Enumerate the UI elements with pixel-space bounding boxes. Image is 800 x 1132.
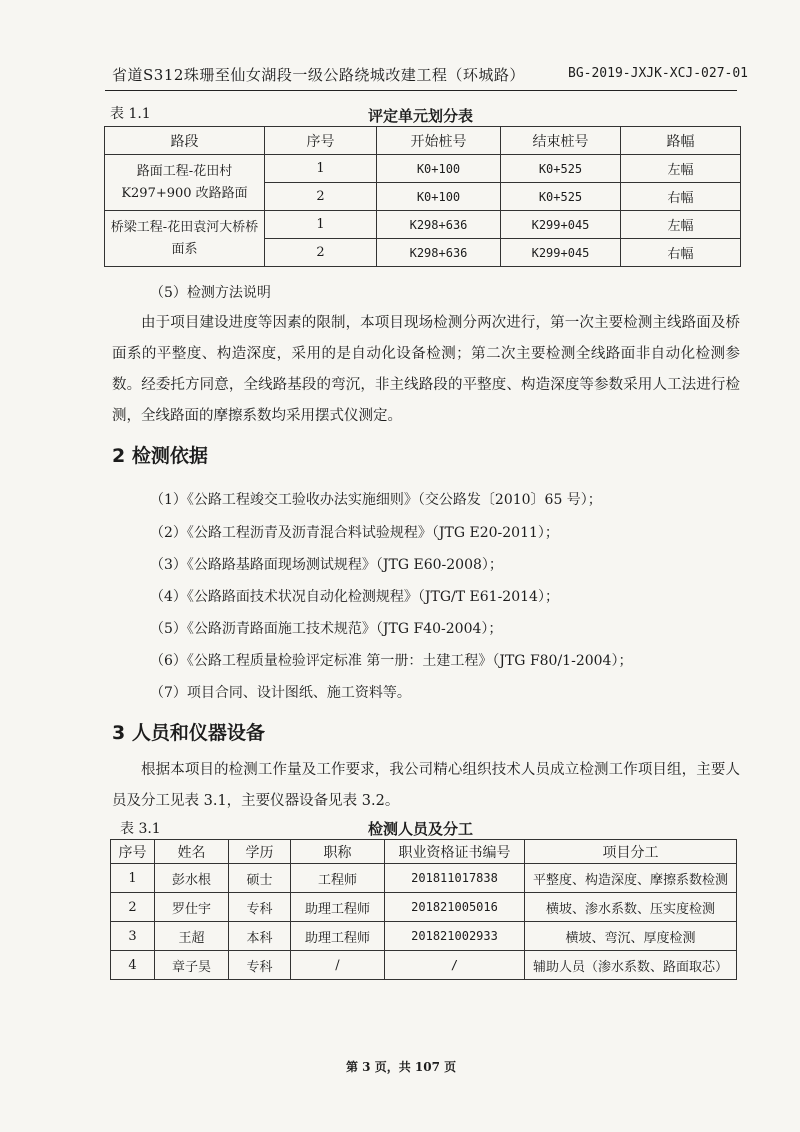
name-cell: 罗仕宇: [155, 893, 229, 922]
certificate-number-cell: /: [385, 951, 525, 980]
section3-paragraph: 根据本项目的检测工作量及工作要求，我公司精心组织技术人员成立检测工作项目组，主要人员及分工见表 3.1，主要仪器设备见表 3.2。: [112, 762, 740, 809]
header-report-code: BG-2019-JXJK-XCJ-027-01: [568, 66, 749, 81]
name-cell: 王超: [155, 922, 229, 951]
education-cell: 专科: [229, 893, 291, 922]
table3-header-cell: 姓名: [155, 840, 229, 864]
education-cell: 本科: [229, 922, 291, 951]
reference-item: （7）项目合同、设计图纸、施工资料等。: [150, 685, 411, 701]
table3-header-cell: 学历: [229, 840, 291, 864]
row-number-cell: 2: [111, 893, 155, 922]
reference-item: （1）《公路工程竣交工验收办法实施细则》（交公路发〔2010〕65 号）；: [150, 492, 602, 508]
table1-header-cell: 开始桩号: [377, 127, 501, 155]
job-title-cell: /: [291, 951, 385, 980]
job-title-cell: 助理工程师: [291, 893, 385, 922]
table1-header-row: [105, 127, 741, 155]
name-cell: 彭水根: [155, 864, 229, 893]
segment-cell: 桥梁工程-花田袁河大桥桥面系: [105, 211, 265, 267]
table1-header-cell: 路幅: [621, 127, 741, 155]
table3-title: 检测人员及分工: [368, 820, 474, 838]
start-station-cell: K298+636: [377, 211, 501, 239]
table-row: [105, 155, 741, 183]
start-station-cell: K0+100: [377, 155, 501, 183]
reference-item: （6）《公路工程质量检验评定标准 第一册：土建工程》（JTG F80/1-2004）；: [150, 653, 633, 669]
row-number-cell: 1: [265, 211, 377, 239]
carriageway-cell: 左幅: [621, 211, 741, 239]
table-row: [105, 211, 741, 239]
table1-title: 评定单元划分表: [368, 107, 474, 125]
row-number-cell: 1: [111, 864, 155, 893]
table3-header-cell: 职业资格证书编号: [385, 840, 525, 864]
row-number-cell: 2: [265, 183, 377, 211]
name-cell: 章子昊: [155, 951, 229, 980]
row-number-cell: 4: [111, 951, 155, 980]
page-number: 第 3 页，共 107 页: [346, 1060, 457, 1074]
education-cell: 硕士: [229, 864, 291, 893]
carriageway-cell: 右幅: [621, 239, 741, 267]
table1-header-cell: 结束桩号: [501, 127, 621, 155]
method-subheading: （5）检测方法说明: [150, 285, 271, 301]
table-row: [111, 922, 737, 951]
end-station-cell: K0+525: [501, 183, 621, 211]
job-title-cell: 工程师: [291, 864, 385, 893]
table3-header-cell: 项目分工: [525, 840, 737, 864]
start-station-cell: K298+636: [377, 239, 501, 267]
table3-label: 表 3.1: [120, 821, 161, 837]
reference-item: （2）《公路工程沥青及沥青混合料试验规程》（JTG E20-2011）；: [150, 525, 559, 541]
reference-item: （4）《公路路面技术状况自动化检测规程》（JTG/T E61-2014）；: [150, 589, 559, 605]
reference-item: （5）《公路沥青路面施工技术规范》（JTG F40-2004）；: [150, 621, 503, 637]
table-evaluation-units: [104, 126, 741, 267]
table-row: [111, 893, 737, 922]
reference-item: （3）《公路路基路面现场测试规程》（JTG E60-2008）；: [150, 557, 503, 573]
certificate-number-cell: 201811017838: [385, 864, 525, 893]
certificate-number-cell: 201821002933: [385, 922, 525, 951]
table-personnel: [110, 839, 737, 980]
start-station-cell: K0+100: [377, 183, 501, 211]
table1-label: 表 1.1: [110, 106, 151, 122]
duty-cell: 横坡、渗水系数、压实度检测: [525, 893, 737, 922]
end-station-cell: K299+045: [501, 239, 621, 267]
row-number-cell: 1: [265, 155, 377, 183]
section2-heading: 2 检测依据: [112, 445, 208, 467]
table1-header-cell: 路段: [105, 127, 265, 155]
end-station-cell: K299+045: [501, 211, 621, 239]
duty-cell: 平整度、构造深度、摩擦系数检测: [525, 864, 737, 893]
duty-cell: 横坡、弯沉、厚度检测: [525, 922, 737, 951]
table1-header-cell: 序号: [265, 127, 377, 155]
row-number-cell: 3: [111, 922, 155, 951]
duty-cell: 辅助人员（渗水系数、路面取芯）: [525, 951, 737, 980]
end-station-cell: K0+525: [501, 155, 621, 183]
method-paragraph: 由于项目建设进度等因素的限制，本项目现场检测分两次进行，第一次主要检测主线路面及桥面系的平整度、构造深度，采用的是自动化设备检测；第二次主要检测全线路面非自动化检测参数。经委托方同意，全线路基段的弯沉，非主线路段的平整度、构造深度等参数采用人工法进行检测，全线路面的摩擦系数均采用摆式仪测定。: [112, 315, 740, 424]
table-row: [111, 864, 737, 893]
header-project-title: 省道S312珠珊至仙女湖段一级公路绕城改建工程（环城路）: [112, 66, 525, 84]
row-number-cell: 2: [265, 239, 377, 267]
certificate-number-cell: 201821005016: [385, 893, 525, 922]
carriageway-cell: 右幅: [621, 183, 741, 211]
table3-header-cell: 职称: [291, 840, 385, 864]
job-title-cell: 助理工程师: [291, 922, 385, 951]
table-row: [111, 951, 737, 980]
table3-header-row: [111, 840, 737, 864]
table3-header-cell: 序号: [111, 840, 155, 864]
carriageway-cell: 左幅: [621, 155, 741, 183]
segment-cell: 路面工程-花田村K297+900 改路路面: [105, 155, 265, 211]
education-cell: 专科: [229, 951, 291, 980]
header-divider: [105, 90, 737, 91]
section3-heading: 3 人员和仪器设备: [112, 722, 265, 744]
